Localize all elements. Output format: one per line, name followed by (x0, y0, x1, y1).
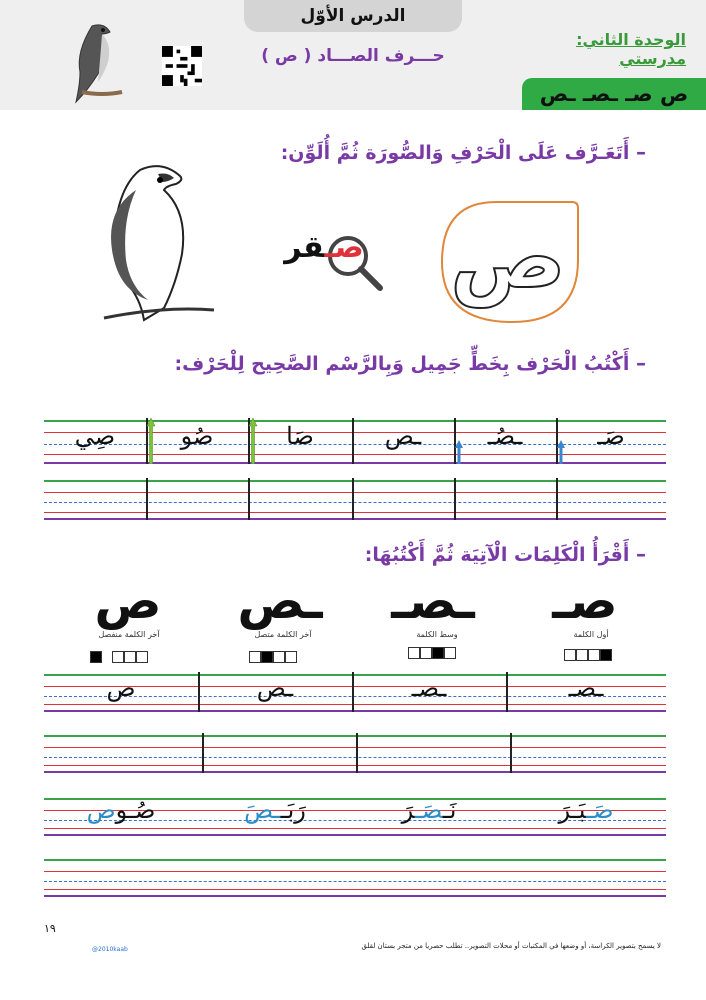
word-2-post: رَ (401, 796, 415, 824)
box-filled (432, 647, 444, 659)
lesson-title: الدرس الأوّل (244, 0, 462, 32)
form-label-final-connected: آخر الكلمة متصل (254, 630, 312, 639)
word-2-letter: صَـ (414, 796, 443, 824)
box (136, 651, 148, 663)
unit-title: الوحدة الثاني: مدرستي (576, 30, 686, 68)
forms-cell-2: ـصـ (411, 674, 447, 702)
blue-arrow-icon (556, 440, 566, 464)
form-final-connected-letter: ـص (237, 572, 323, 630)
brand-handle: @2010kaab (92, 946, 128, 953)
handwriting-row-forms (44, 672, 666, 712)
form-label-initial: أول الكلمة (573, 630, 609, 639)
box (273, 651, 285, 663)
position-boxes-final-isolated (90, 651, 148, 663)
box (588, 649, 600, 661)
handwriting-row-practice-2[interactable] (44, 733, 666, 773)
box-gap (102, 651, 112, 663)
green-arrow-icon (248, 418, 258, 464)
forms-cell-4: ص (106, 674, 136, 702)
keyword (284, 230, 364, 265)
word-1-letter: صَـ (586, 796, 614, 824)
qr-code (160, 46, 204, 86)
model-cell-2: ـصُـ (487, 422, 523, 450)
keyword-highlight: صـ (324, 230, 364, 265)
box-filled (261, 651, 273, 663)
copyright-notice: لا يسمح بتصوير الكراسة، أو وضعها في المكتبات أو محلات التصوير.. تطلب حصريا من متجر بستان لقلق (361, 942, 661, 950)
bullet-dash: – (636, 140, 646, 164)
model-cell-1: صَـ (597, 422, 625, 450)
handwriting-row-practice-3[interactable] (44, 857, 666, 897)
section1-heading-text: أَتَعَـرَّف عَلَى الْحَرْفِ وَالصُّورَة ثُمَّ أُلَوِّن: (280, 142, 630, 164)
box (285, 651, 297, 663)
form-medial-letter: ـصـ (391, 572, 475, 630)
outline-letter: ص (450, 208, 566, 308)
word-3-letter: ـصَ (244, 796, 281, 824)
word-3 (198, 796, 352, 824)
bullet-dash: – (636, 542, 646, 566)
box (564, 649, 576, 661)
section2-heading-text: أَكْتُبُ الْحَرْف بِخَطٍّ جَمِيل وَبِالرَّسْم الصَّحِيح لِلْحَرْف: (174, 353, 630, 375)
position-boxes-initial (564, 649, 612, 661)
model-cell-5: صُو (180, 422, 214, 450)
model-cell-3: ـص (384, 422, 422, 450)
box (249, 651, 261, 663)
form-label-final-isolated: آخر الكلمة منفصل (98, 630, 160, 639)
position-boxes-final-connected (249, 651, 297, 663)
forms-cell-1: ـصـ (568, 674, 604, 702)
word-4 (44, 796, 198, 824)
section3-heading-text: أَقْرَأُ الْكَلِمَات الْآتِيَة ثُمَّ أَكْتُبُهَا: (364, 544, 630, 566)
handwriting-row-words (44, 796, 666, 836)
section3-heading (365, 542, 646, 566)
box (576, 649, 588, 661)
position-boxes-medial (408, 647, 456, 659)
form-final-isolated-letter: ص (94, 572, 162, 630)
word-2 (352, 796, 506, 824)
model-cell-6: صِي (74, 422, 116, 450)
box-filled (90, 651, 102, 663)
box (408, 647, 420, 659)
word-1 (506, 796, 666, 824)
box (112, 651, 124, 663)
letter-title: حـــرف الصـــاد ( ص ) (261, 46, 445, 66)
falcon-header-image (62, 20, 134, 106)
page-number: ١٩ (44, 922, 56, 935)
box (444, 647, 456, 659)
forms-cell-3: ـص (256, 674, 294, 702)
handwriting-row-practice[interactable] (44, 478, 666, 520)
bullet-dash: – (636, 351, 646, 375)
form-initial-letter: صـ (552, 572, 618, 630)
keyword-rest: قر (284, 230, 325, 265)
blue-arrow-icon (454, 440, 464, 464)
handwriting-row-model (44, 418, 666, 464)
word-1-post: بَـرَ (558, 796, 587, 824)
green-arrow-icon (146, 418, 156, 464)
box-filled (600, 649, 612, 661)
word-4-letter: ص (86, 796, 116, 824)
model-cell-4: صَا (286, 422, 314, 450)
form-label-medial: وسط الكلمة (416, 630, 458, 639)
box (124, 651, 136, 663)
section1-heading (281, 140, 646, 164)
word-3-pre: رَبَـ (280, 796, 306, 824)
word-4-pre: صُـو (115, 796, 156, 824)
letter-forms-banner: ص صـ ـصـ ـص (522, 78, 706, 110)
word-2-pre: نَـ (442, 796, 457, 824)
falcon-image (96, 160, 222, 326)
box (420, 647, 432, 659)
section2-heading (175, 351, 647, 375)
